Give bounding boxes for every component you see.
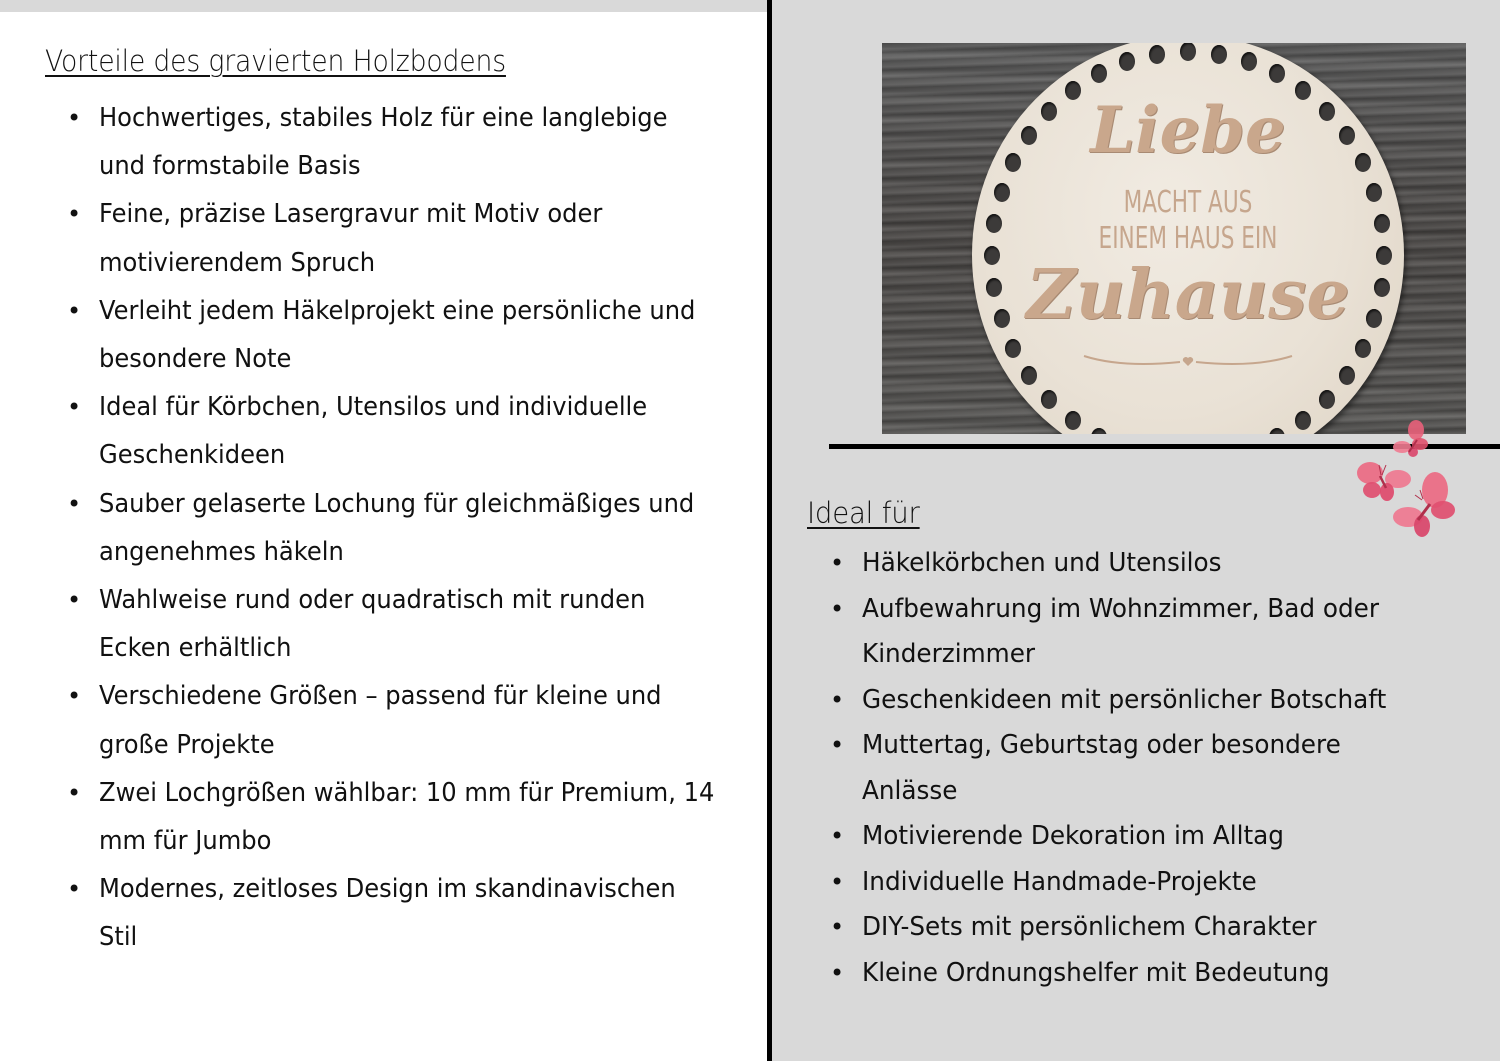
- hole-icon: [1091, 428, 1107, 434]
- list-item: [45, 672, 760, 768]
- list-item: [808, 541, 1468, 587]
- hole-icon: [1005, 339, 1021, 358]
- hole-icon: [1269, 428, 1285, 434]
- list-item: [45, 769, 760, 865]
- list-item-line: große Projekte: [99, 729, 275, 760]
- list-item-line: Anlässe: [862, 775, 958, 806]
- list-item-line: Aufbewahrung im Wohnzimmer, Bad oder: [862, 593, 1380, 624]
- hole-icon: [1374, 214, 1390, 233]
- hole-icon: [1376, 246, 1392, 265]
- list-item-line: Sauber gelaserte Lochung für gleichmäßiges und: [99, 488, 695, 519]
- hole-icon: [1319, 390, 1335, 409]
- list-item-line: Modernes, zeitloses Design im skandinavischen: [99, 874, 676, 905]
- hole-icon: [994, 309, 1010, 328]
- list-item-line: Wahlweise rund oder quadratisch mit runden: [99, 585, 646, 616]
- list-item-line: Motivierende Dekoration im Alltag: [862, 821, 1284, 851]
- list-item-line: Feine, präzise Lasergravur mit Motiv oder: [99, 199, 603, 230]
- engraving-word-zuhause: Zuhause: [1026, 255, 1350, 335]
- list-item: [45, 480, 760, 576]
- hole-icon: [1295, 411, 1311, 430]
- hole-icon: [1269, 64, 1285, 83]
- list-item-line: Verschiedene Größen – passend für kleine und: [99, 681, 662, 712]
- list-item: [45, 190, 760, 286]
- list-item-line: Hochwertiges, stabiles Holz für eine langlebige: [99, 103, 668, 133]
- hole-icon: [1065, 411, 1081, 430]
- heart-swash-icon: [1082, 352, 1294, 370]
- wooden-disc: [972, 43, 1404, 434]
- hole-icon: [1065, 81, 1081, 100]
- list-item-line: Geschenkideen mit persönlicher Botschaft: [862, 684, 1387, 715]
- hole-icon: [1319, 102, 1335, 121]
- list-item: [808, 860, 1468, 906]
- list-item-line: angenehmes häkeln: [99, 536, 344, 567]
- hole-icon: [1241, 52, 1257, 71]
- engraving-line-1: MACHT AUS: [1123, 185, 1253, 220]
- list-item-line: Häkelkörbchen und Utensilos: [862, 548, 1222, 578]
- list-item: [808, 951, 1468, 997]
- list-item: [808, 678, 1468, 724]
- list-item-line: und formstabile Basis: [99, 151, 361, 182]
- list-item: [45, 94, 760, 190]
- list-item: [808, 723, 1468, 814]
- list-item-line: DIY-Sets mit persönlichem Charakter: [862, 912, 1317, 942]
- list-item-line: Stil: [99, 922, 138, 953]
- list-item: [808, 814, 1468, 860]
- list-item: [45, 287, 760, 383]
- hole-icon: [1339, 126, 1355, 145]
- list-item: [45, 865, 760, 961]
- list-item-line: Individuelle Handmade-Projekte: [862, 866, 1257, 897]
- hole-icon: [1180, 43, 1196, 61]
- list-item: [45, 383, 760, 479]
- benefits-list: [45, 94, 760, 962]
- ideal-for-heading: Ideal für: [807, 496, 920, 530]
- list-item-line: mm für Jumbo: [99, 826, 272, 857]
- list-item-line: Muttertag, Geburtstag oder besondere: [862, 730, 1341, 760]
- hole-icon: [1355, 339, 1371, 358]
- hole-icon: [986, 214, 1002, 233]
- hole-icon: [1149, 45, 1165, 64]
- hole-icon: [1091, 64, 1107, 83]
- list-item-line: Kinderzimmer: [862, 639, 1036, 669]
- hole-icon: [1339, 366, 1355, 385]
- hole-icon: [1005, 153, 1021, 172]
- hole-icon: [994, 183, 1010, 202]
- list-item-line: motivierendem Spruch: [99, 247, 376, 278]
- hole-icon: [1355, 153, 1371, 172]
- butterfly-icon: [1391, 418, 1431, 458]
- engraving-word-liebe: Liebe: [1090, 93, 1286, 168]
- list-item-line: Zwei Lochgrößen wählbar: 10 mm für Premium, 14: [99, 777, 715, 808]
- hole-icon: [1366, 183, 1382, 202]
- hole-icon: [1021, 366, 1037, 385]
- list-item-line: besondere Note: [99, 344, 292, 375]
- hole-icon: [1374, 278, 1390, 297]
- list-item-line: Ideal für Körbchen, Utensilos und individuelle: [99, 392, 648, 423]
- list-item-line: Ecken erhältlich: [99, 633, 292, 664]
- list-item-line: Kleine Ordnungshelfer mit Bedeutung: [862, 957, 1330, 988]
- list-item: [45, 576, 760, 672]
- engraving-line-2: EINEM HAUS EIN: [1098, 221, 1278, 256]
- hole-icon: [1211, 45, 1227, 64]
- hole-icon: [984, 246, 1000, 265]
- hole-icon: [1041, 390, 1057, 409]
- benefits-heading: Vorteile des gravierten Holzbodens: [45, 44, 506, 78]
- hole-icon: [1119, 52, 1135, 71]
- list-item: [808, 587, 1468, 678]
- ideal-for-list: [808, 541, 1468, 996]
- list-item-line: Geschenkideen: [99, 440, 286, 471]
- list-item-line: Verleiht jedem Häkelprojekt eine persönliche und: [99, 295, 696, 326]
- list-item: [808, 905, 1468, 951]
- top-strip: [0, 0, 767, 12]
- butterfly-icon: [1390, 470, 1458, 538]
- product-photo: [882, 43, 1466, 434]
